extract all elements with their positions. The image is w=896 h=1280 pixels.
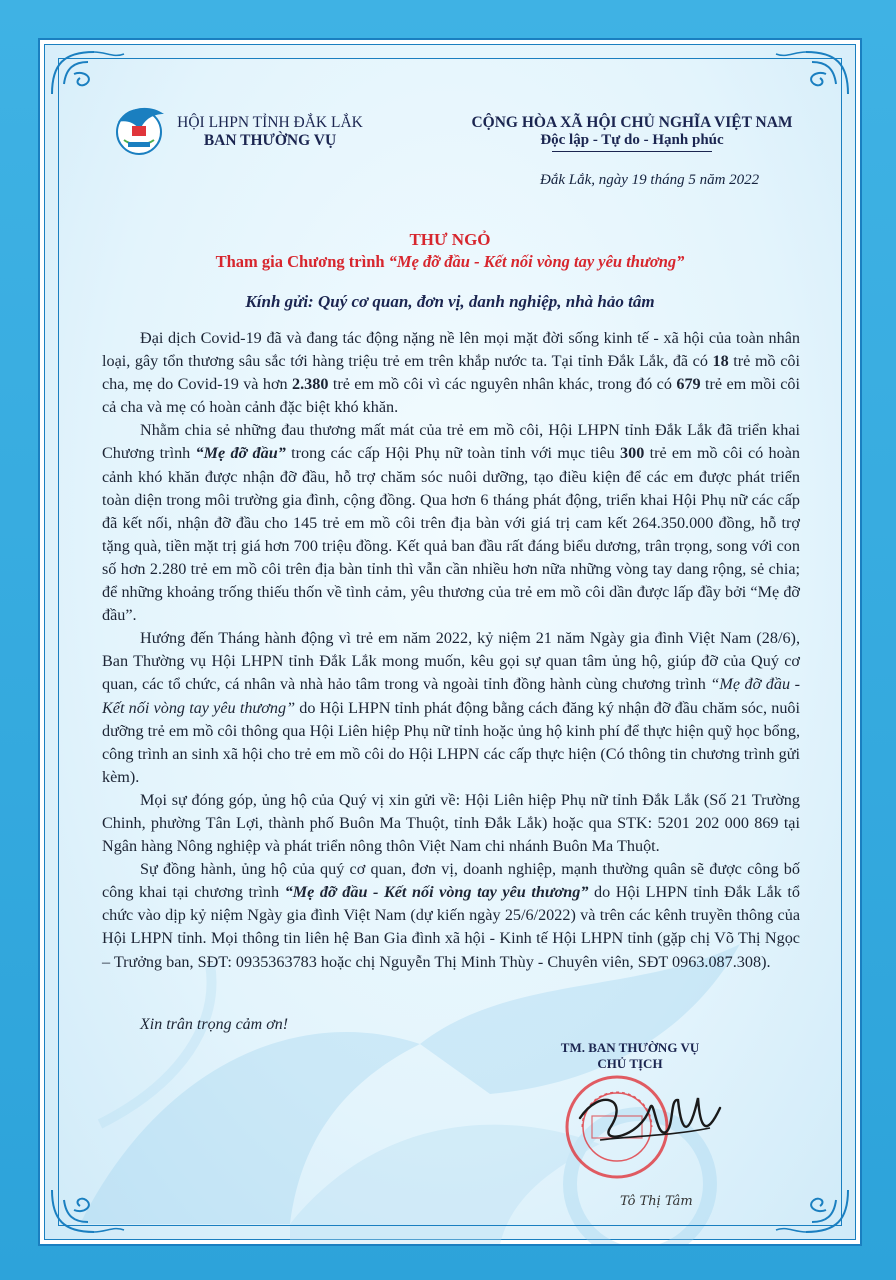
corner-ornament-icon: [766, 44, 856, 104]
paragraph-2: Nhằm chia sẻ những đau thương mất mát của trẻ em mồ côi, Hội LHPN tỉnh Đắk Lắk đã triển khai Chương trình “Mẹ đỡ đầu” trong các cấp Hội Phụ nữ toàn tỉnh với mục tiêu 300 trẻ em mồ côi có hoàn cảnh khó khăn được nhận đỡ đầu, hỗ trợ chăm sóc nuôi dưỡng, tạo điều kiện để các em được phát triển toàn diện trong môi trường gia đình, cộng đồng. Qua hơn 6 tháng phát động, triển khai Hội Phụ nữ các cấp đã kết nối, nhận đỡ đầu cho 145 trẻ em mồ côi trên địa bàn với giá trị cam kết 264.350.000 đồng, hỗ trợ tặng quà, tiền mặt trị giá hơn 700 triệu đồng. Kết quả ban đầu rất đáng biểu dương, trân trọng, song với con số hơn 2.280 trẻ em mồ côi trên địa bàn tỉnh thì vẫn cần nhiều hơn nữa những vòng tay dang rộng, sẻ chia; để những khoảng trống thiếu thốn về tình cảm, yêu thương của trẻ em mồ côi dần được lấp đầy bởi “Mẹ đỡ đầu”.: [102, 421, 800, 625]
corner-ornament-icon: [44, 44, 134, 104]
women-union-logo-icon: [110, 100, 168, 158]
country-name: CỘNG HÒA XÃ HỘI CHỦ NGHĨA VIỆT NAM: [471, 114, 793, 131]
paragraph-3: Hướng đến Tháng hành động vì trẻ em năm 2022, kỷ niệm 21 năm Ngày gia đình Việt Nam (28/6), Ban Thường vụ Hội LHPN tỉnh Đắk Lắk mong muốn, kêu gọi sự quan tâm ủng hộ, giúp đỡ của Quý cơ quan, các tổ chức, cá nhân và nhà hảo tâm trong và ngoài tỉnh đồng hành cùng chương trình “Mẹ đỡ đầu - Kết nối vòng tay yêu thương” do Hội LHPN tỉnh phát động bằng cách đăng ký nhận đỡ đầu chăm sóc, nuôi dưỡng trẻ em mồ côi thông qua Hội Liên hiệp Phụ nữ tỉnh hoặc ủng hộ kinh phí để thực hiện quỹ học bổng, công trình an sinh xã hội cho trẻ em mồ côi do Hội LHPN các cấp thực hiện (Có thông tin chương trình gửi kèm).: [102, 629, 800, 786]
letter-header: [40, 100, 860, 160]
letter-paper: [38, 38, 862, 1246]
signature-position: CHỦ TỊCH: [597, 1056, 663, 1071]
paragraph-5: Sự đồng hành, ủng hộ của quý cơ quan, đơn vị, doanh nghiệp, mạnh thường quân sẽ được công bố công khai tại chương trình “Mẹ đỡ đầu - Kết nối vòng tay yêu thương” do Hội LHPN tỉnh Đắk Lắk tổ chức vào dịp kỷ niệm Ngày gia đình Việt Nam (dự kiến ngày 25/6/2022) và trên các kênh truyền thông của Hội LHPN tỉnh. Mọi thông tin liên hệ Ban Gia đình xã hội - Kinh tế Hội LHPN tỉnh (gặp chị Võ Thị Ngọc – Trưởng ban, SĐT: 0935363783 hoặc chị Nguyễn Thị Minh Thùy - Chuyên viên, SĐT 0963.087.308).: [102, 860, 800, 971]
signer-name: Tô Thị Tâm: [620, 1194, 693, 1209]
letter-title: [40, 230, 860, 272]
letter-date: Đắk Lắk, ngày 19 tháng 5 năm 2022: [540, 172, 760, 188]
signature-title: TM. BAN THƯỜNG VỤ: [560, 1040, 700, 1055]
motto-underline: [552, 151, 712, 152]
paragraph-1: Đại dịch Covid-19 đã và đang tác động nặng nề lên mọi mặt đời sống kinh tế - xã hội của toàn nhân loại, gây tổn thương sâu sắc tới hàng triệu trẻ em trên khắp nước ta. Tại tỉnh Đắk Lắk, đã có 18 trẻ mồ côi cha, mẹ do Covid-19 và hơn 2.380 trẻ em mồ côi vì các nguyên nhân khác, trong đó có 679 trẻ em mồi côi cả cha và mẹ có hoàn cảnh đặc biệt khó khăn.: [102, 329, 800, 417]
corner-ornament-icon: [44, 1180, 134, 1240]
salutation: Kính gửi: Quý cơ quan, đơn vị, danh nghiệp, nhà hảo tâm: [245, 292, 655, 311]
corner-ornament-icon: [766, 1180, 856, 1240]
org-department: BAN THƯỜNG VỤ: [203, 132, 337, 149]
title-subtitle: Tham gia Chương trình “Mẹ đỡ đầu - Kết nối vòng tay yêu thương”: [215, 252, 685, 271]
national-motto: [452, 114, 812, 152]
motto: Độc lập - Tự do - Hạnh phúc: [540, 132, 724, 148]
letter-body: [102, 327, 800, 974]
signature-block: [510, 1040, 750, 1209]
closing-thanks: Xin trân trọng cảm ơn!: [140, 1016, 289, 1033]
title-main: THƯ NGỎ: [409, 230, 491, 249]
org-name: HỘI LHPN TỈNH ĐẮK LẮK: [177, 114, 363, 131]
program-name: “Mẹ đỡ đầu - Kết nối vòng tay yêu thương”: [388, 252, 685, 271]
handwritten-signature-icon: [570, 1078, 730, 1158]
paragraph-4: Mọi sự đóng góp, ủng hộ của Quý vị xin gửi về: Hội Liên hiệp Phụ nữ tỉnh Đắk Lắk (Số 21 Trường Chinh, phường Tân Lợi, thành phố Buôn Ma Thuột, tỉnh Đắk Lắk) hoặc qua STK: 5201 202 000 869 tại Ngân hàng Nông nghiệp và phát triển nông thôn Việt Nam chi nhánh Buôn Ma Thuột.: [102, 790, 800, 856]
